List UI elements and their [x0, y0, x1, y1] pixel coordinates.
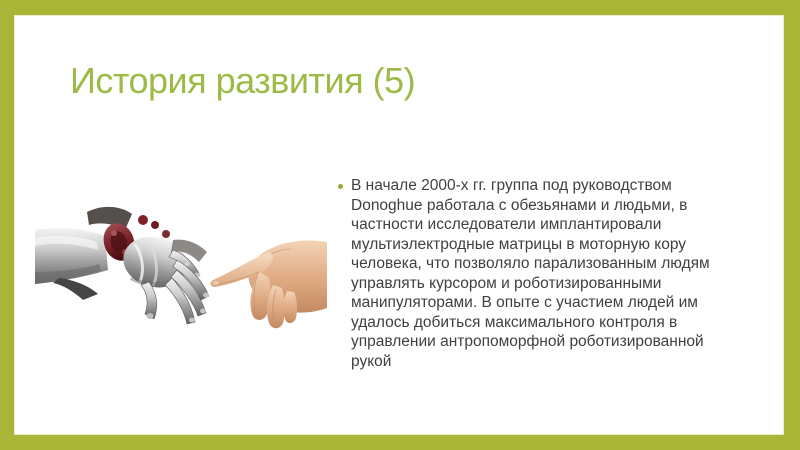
human-hand	[211, 240, 327, 328]
body-text-block	[338, 176, 730, 371]
robot-hand	[35, 207, 209, 324]
bullet-item	[338, 176, 730, 371]
bullet-dot-icon	[338, 184, 343, 189]
robot-human-hands-illustration	[35, 192, 327, 358]
slide-title: История развития (5)	[70, 60, 416, 101]
bullet-text: В начале 2000-х гг. группа под руководством Donoghue работала с обезьянами и людьми, в частности исследователи имплантировали мультиэлектродные матрицы в моторную кору человека, что позволяло парализованным людям управлять курсором и роботизированными манипуляторами. В опыте с участием людей им удалось добиться максимального контроля в управлении антропоморфной роботизированной рукой	[351, 177, 710, 370]
robot-human-hands-image	[35, 192, 327, 358]
